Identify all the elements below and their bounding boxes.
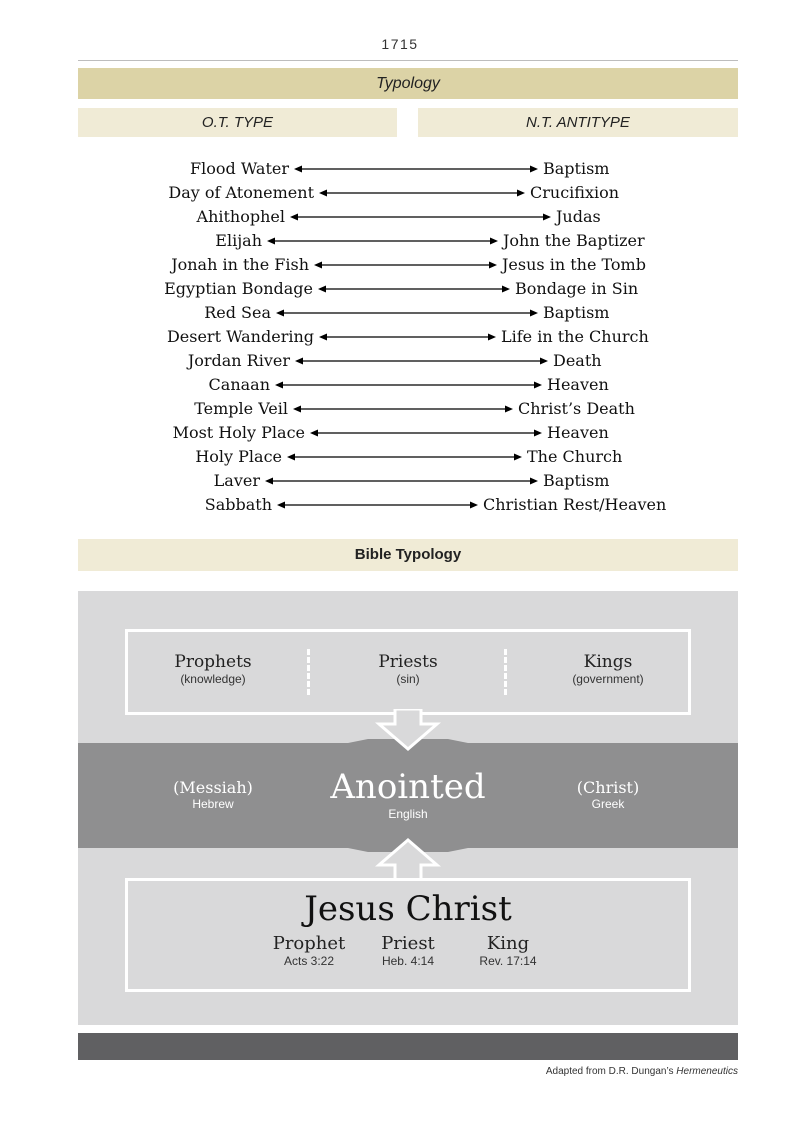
jesus-christ-title: Jesus Christ (304, 889, 512, 929)
ot-type: Laver (213, 471, 260, 490)
ot-type-label: O.T. TYPE (201, 114, 274, 131)
top-rule (78, 60, 738, 61)
typology-list (0, 157, 800, 517)
typology-title: Typology (376, 75, 440, 92)
nt-antitype: Jesus in the Tomb (502, 255, 646, 274)
double-arrow-icon (319, 332, 496, 342)
office-name: Kings (583, 652, 633, 672)
double-arrow-icon (293, 404, 513, 414)
office-name: Prophets (174, 652, 252, 672)
attribution (546, 1066, 738, 1077)
typology-row (0, 181, 800, 205)
divider (307, 649, 310, 695)
ot-type: Canaan (208, 375, 270, 394)
nt-antitype: Baptism (543, 471, 610, 490)
role-name: King (486, 933, 530, 954)
nt-antitype: Baptism (543, 303, 610, 322)
office-priests (348, 652, 468, 687)
role-king (458, 934, 558, 969)
nt-antitype: Bondage in Sin (515, 279, 639, 298)
hebrew-label: Hebrew (192, 797, 234, 811)
double-arrow-icon (275, 380, 542, 390)
nt-antitype-label: N.T. ANTITYPE (526, 114, 630, 131)
nt-antitype: Death (553, 351, 602, 370)
ot-type: Red Sea (204, 303, 271, 322)
bible-typology-header (78, 539, 738, 571)
bible-typology-title: Bible Typology (354, 546, 462, 563)
double-arrow-icon (318, 284, 510, 294)
typology-row (0, 277, 800, 301)
ot-type: Holy Place (195, 447, 282, 466)
ot-type: Ahithophel (196, 207, 285, 226)
double-arrow-icon (314, 260, 497, 270)
up-arrow-icon (375, 838, 441, 880)
typology-row (0, 301, 800, 325)
double-arrow-icon (319, 188, 525, 198)
role-priest (358, 934, 458, 969)
double-arrow-icon (310, 428, 542, 438)
role-reference: Acts 3:22 (283, 954, 335, 968)
nt-antitype: Heaven (547, 375, 609, 394)
double-arrow-icon (277, 500, 478, 510)
nt-antitype: Crucifixion (530, 183, 620, 202)
office-kings (538, 652, 678, 687)
typology-row (0, 349, 800, 373)
greek-label: Greek (591, 797, 625, 811)
anointed-label: Anointed (330, 767, 486, 807)
english-label: English (388, 807, 428, 821)
double-arrow-icon (267, 236, 498, 246)
messiah-label: (Messiah) (173, 778, 253, 797)
attribution-work: Hermeneutics (676, 1066, 738, 1077)
footer-bar (78, 1033, 738, 1060)
double-arrow-icon (295, 356, 548, 366)
english-term (278, 767, 538, 821)
office-description: (knowledge) (180, 672, 246, 686)
office-description: (sin) (396, 672, 420, 686)
double-arrow-icon (290, 212, 551, 222)
attribution-prefix: Adapted from D.R. Dungan’s (545, 1066, 677, 1077)
typology-row (0, 445, 800, 469)
nt-antitype: Life in the Church (501, 327, 649, 346)
ot-type: Jordan River (187, 351, 290, 370)
typology-row (0, 325, 800, 349)
role-name: Prophet (272, 933, 346, 954)
ot-type-header (78, 108, 397, 137)
ot-type: Temple Veil (194, 399, 288, 418)
ot-type: Sabbath (204, 495, 272, 514)
typology-row (0, 229, 800, 253)
typology-row (0, 157, 800, 181)
typology-row (0, 373, 800, 397)
hebrew-term (138, 778, 288, 811)
bible-typology-diagram (78, 591, 738, 1025)
role-name: Priest (381, 933, 435, 954)
ot-type: Flood Water (190, 159, 289, 178)
typology-row (0, 469, 800, 493)
ot-type: Elijah (215, 231, 262, 250)
nt-antitype: Baptism (543, 159, 610, 178)
christ-label: (Christ) (576, 778, 640, 797)
nt-antitype: John the Baptizer (503, 231, 645, 250)
typology-row (0, 397, 800, 421)
office-prophets (153, 652, 273, 687)
double-arrow-icon (276, 308, 538, 318)
page-number: 1715 (381, 36, 419, 52)
down-arrow-icon (375, 709, 441, 751)
typology-row (0, 493, 800, 517)
ot-type: Day of Atonement (168, 183, 314, 202)
typology-row (0, 253, 800, 277)
double-arrow-icon (287, 452, 522, 462)
role-reference: Rev. 17:14 (479, 954, 537, 968)
nt-antitype-header (418, 108, 738, 137)
ot-type: Egyptian Bondage (164, 279, 313, 298)
double-arrow-icon (265, 476, 538, 486)
typology-row (0, 205, 800, 229)
double-arrow-icon (294, 164, 538, 174)
nt-antitype: Christian Rest/Heaven (483, 495, 667, 514)
typology-row (0, 421, 800, 445)
office-name: Priests (378, 652, 438, 672)
role-prophet (259, 934, 359, 969)
ot-type: Jonah in the Fish (171, 255, 309, 274)
divider (504, 649, 507, 695)
ot-type: Most Holy Place (172, 423, 305, 442)
office-description: (government) (572, 672, 644, 686)
greek-term (533, 778, 683, 811)
nt-antitype: Christ’s Death (518, 399, 635, 418)
nt-antitype: The Church (527, 447, 623, 466)
typology-header (78, 68, 738, 99)
nt-antitype: Heaven (547, 423, 609, 442)
nt-antitype: Judas (556, 207, 601, 226)
role-reference: Heb. 4:14 (381, 954, 435, 968)
ot-type: Desert Wandering (166, 327, 314, 346)
